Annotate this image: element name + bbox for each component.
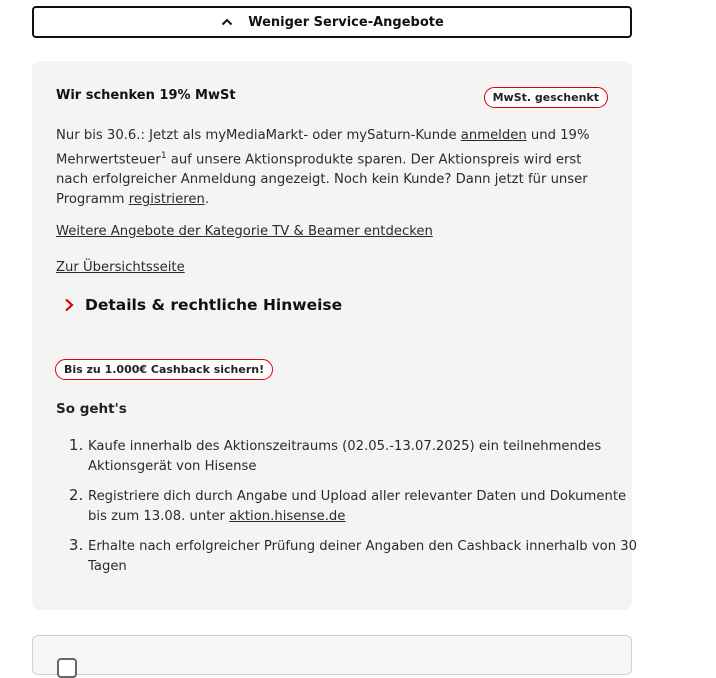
more-offers-link[interactable]: Weitere Angebote der Kategorie TV & Beamer entdecken [56,224,433,239]
offer-text-3: auf unsere Aktionsprodukte sparen. Der Aktionspreis wird erst nach erfolgreicher Anmeldung angezeigt. Noch kein Kunde? Dann jetzt für unser Programm [56,152,588,208]
offer-text-4: . [204,192,210,208]
hisense-link[interactable]: aktion.hisense.de [229,509,346,524]
toggle-label: Weniger Service-Angebote [248,14,444,30]
list-item [88,485,648,527]
cashback-badge: Bis zu 1.000€ Cashback sichern! [55,359,273,380]
steps-list [56,435,648,585]
next-offer-card [32,635,632,675]
login-link[interactable]: anmelden [460,128,527,143]
checkbox[interactable] [57,658,77,678]
step-text: Kaufe innerhalb des Aktionszeitraums (02.05.-13.07.2025) ein teilnehmendes Aktionsgerät von Hisense [88,439,602,474]
list-item [88,435,648,477]
offer-description [56,126,596,210]
details-toggle[interactable] [62,296,342,314]
footnote-marker: 1 [160,151,167,161]
step-text: Erhalte nach erfolgreicher Prüfung deiner Angaben den Cashback innerhalb von 30 Tagen [88,539,638,574]
offer-card [32,61,638,610]
howto-title: So geht's [56,401,127,417]
chevron-right-icon [62,297,76,313]
offer-text-1: Nur bis 30.6.: Jetzt als myMediaMarkt- oder mySaturn-Kunde [56,128,461,143]
mwst-badge: MwSt. geschenkt [484,87,608,108]
offer-title: Wir schenken 19% MwSt [56,88,236,103]
details-label: Details & rechtliche Hinweise [85,296,343,314]
chevron-up-icon [220,15,234,29]
overview-link[interactable]: Zur Übersichtsseite [56,260,185,275]
toggle-service-offers-button[interactable] [32,6,632,38]
register-link[interactable]: registrieren [128,192,205,208]
list-item [88,535,648,577]
step-text: Registriere dich durch Angabe und Upload aller relevanter Daten und Dokumente bis zum 13.08. unter [88,489,627,524]
offer-text-2: und 19% Mehrwertsteuer [56,128,590,168]
